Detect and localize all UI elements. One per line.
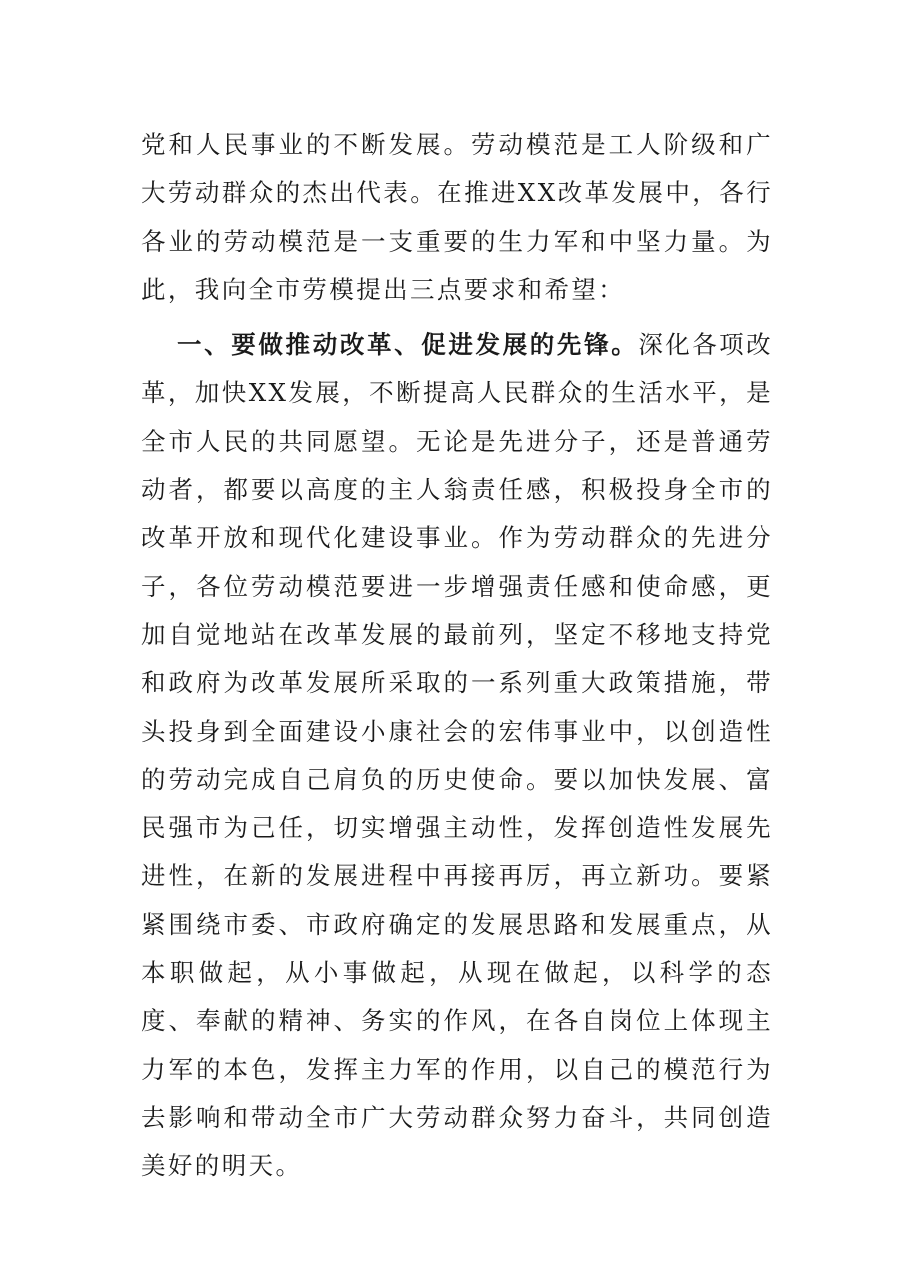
document-body	[141, 121, 773, 1191]
paragraph-intro-text: 党和人民事业的不断发展。劳动模范是工人阶级和广大劳动群众的杰出代表。在推进XX改革发展中，各行各业的劳动模范是一支重要的生力军和中坚力量。为此，我向全市劳模提出三点要求和希望：	[141, 130, 773, 304]
paragraph-point-one	[141, 321, 773, 1190]
point-one-heading: 一、要做推动改革、促进发展的先锋。	[177, 330, 639, 360]
point-one-text: 深化各项改革，加快XX发展，不断提高人民群众的生活水平，是全市人民的共同愿望。无论是先进分子，还是普通劳动者，都要以高度的主人翁责任感，积极投身全市的改革开放和现代化建设事业。作为劳动群众的先进分子，各位劳动模范要进一步增强责任感和使命感，更加自觉地站在改革发展的最前列，坚定不移地支持党和政府为改革发展所采取的一系列重大政策措施，带头投身到全面建设小康社会的宏伟事业中，以创造性的劳动完成自己肩负的历史使命。要以加快发展、富民强市为己任，切实增强主动性，发挥创造性发展先进性，在新的发展进程中再接再厉，再立新功。要紧紧围绕市委、市政府确定的发展思路和发展重点，从本职做起，从小事做起，从现在做起，以科学的态度、奉献的精神、务实的作风，在各自岗位上体现主力军的本色，发挥主力军的作用，以自己的模范行为去影响和带动全市广大劳动群众努力奋斗，共同创造美好的明天。	[141, 330, 773, 1181]
paragraph-intro	[141, 121, 773, 314]
